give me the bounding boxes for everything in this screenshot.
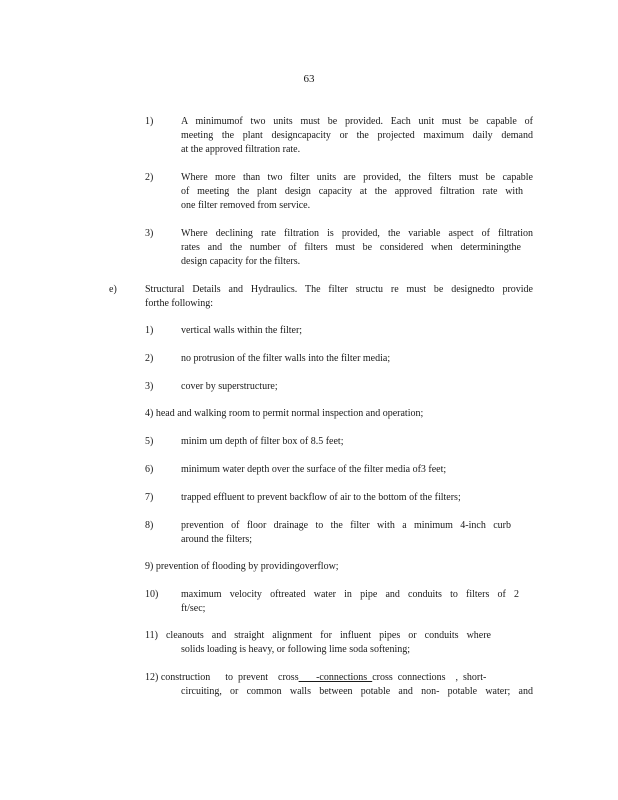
item-number: 7) bbox=[145, 492, 154, 503]
item-text-line: minim um depth of filter box of 8.5 feet; bbox=[181, 436, 344, 447]
item-number: 2) bbox=[145, 353, 154, 364]
item-text-line bbox=[145, 671, 499, 685]
item-text-line: Where declining rate filtration is provided, the variable aspect of filtration bbox=[181, 228, 533, 239]
item-number: 5) bbox=[145, 436, 154, 447]
item-text-line: of meeting the plant design capacity at the approved filtration rate with bbox=[181, 186, 523, 197]
item-text-segment: cross connections , short- bbox=[372, 672, 487, 683]
item-text-line: no protrusion of the filter walls into the filter media; bbox=[181, 353, 391, 364]
item-text-line: trapped effluent to prevent backflow of air to the bottom of the filters; bbox=[181, 492, 461, 503]
item-text-line: 9) prevention of flooding by providingoverflow; bbox=[145, 561, 339, 572]
item-text-line: meeting the plant designcapacity or the projected maximum daily demand bbox=[181, 130, 533, 141]
item-text-line: vertical walls within the filter; bbox=[181, 325, 303, 336]
item-text-segment: 12) construction to prevent cross bbox=[145, 672, 299, 683]
item-text-line: maximum velocity oftreated water in pipe and conduits to filters of 2 bbox=[181, 589, 519, 600]
item-number: 6) bbox=[145, 464, 154, 475]
item-text-line: one filter removed from service. bbox=[181, 200, 311, 211]
item-text-line: at the approved filtration rate. bbox=[181, 144, 301, 155]
item-text-line: ft/sec; bbox=[181, 603, 206, 614]
underlined-text: -connections bbox=[298, 672, 373, 683]
item-text-line: 11) cleanouts and straight alignment for influent pipes or conduits where bbox=[145, 630, 491, 641]
item-text-line: minimum water depth over the surface of the filter media of3 feet; bbox=[181, 464, 447, 475]
item-text-line: design capacity for the filters. bbox=[181, 256, 301, 267]
page-number: 63 bbox=[303, 73, 315, 85]
item-number: 3) bbox=[145, 228, 154, 239]
item-number: 10) bbox=[145, 589, 159, 600]
item-number: 2) bbox=[145, 172, 154, 183]
item-text-line: prevention of floor drainage to the filter with a minimum 4-inch curb bbox=[181, 520, 511, 531]
item-text-line: rates and the number of filters must be considered when determiningthe bbox=[181, 242, 521, 253]
item-text-line: 4) head and walking room to permit normal inspection and operation; bbox=[145, 408, 424, 419]
section-text-line: forthe following: bbox=[145, 298, 214, 309]
item-number: 1) bbox=[145, 325, 154, 336]
item-text-line: cover by superstructure; bbox=[181, 381, 278, 392]
item-text-line: around the filters; bbox=[181, 534, 253, 545]
item-text-line: circuiting, or common walls between potable and non- potable water; and bbox=[181, 686, 533, 697]
section-letter: e) bbox=[109, 284, 117, 295]
item-text-line: solids loading is heavy, or following lime soda softening; bbox=[181, 644, 411, 655]
item-number: 8) bbox=[145, 520, 154, 531]
section-text-line: Structural Details and Hydraulics. The filter structu re must be designedto provide bbox=[145, 284, 533, 295]
item-text-line: Where more than two filter units are provided, the filters must be capable bbox=[181, 172, 533, 183]
item-number: 1) bbox=[145, 116, 154, 127]
item-number: 3) bbox=[145, 381, 154, 392]
item-text-line: A minimumof two units must be provided. Each unit must be capable of bbox=[181, 116, 533, 127]
